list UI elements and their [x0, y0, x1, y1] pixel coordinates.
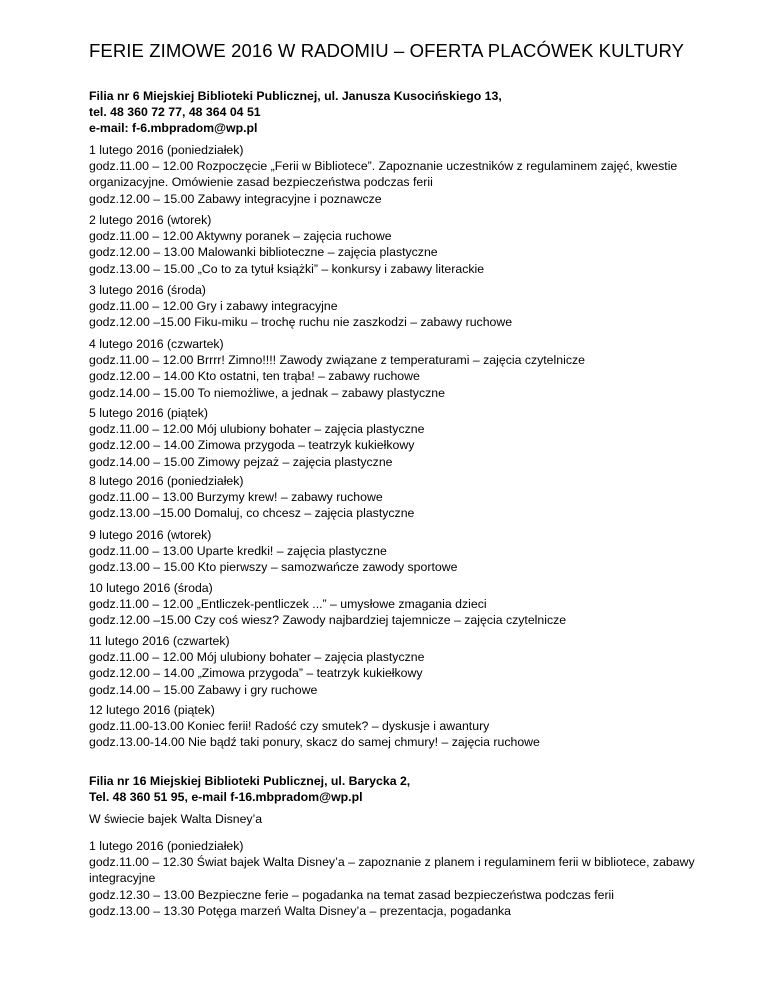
- day-schedule: [89, 633, 729, 698]
- schedule-item: godz.12.00 – 14.00 Zimowa przygoda – teatrzyk kukiełkowy: [89, 438, 415, 453]
- day-schedule: [89, 838, 729, 919]
- day-date: 12 lutego 2016 (piątek): [89, 703, 215, 717]
- schedule-item: godz.11.00 – 12.00 Gry i zabawy integracyjne: [89, 299, 338, 314]
- day-date: 3 lutego 2016 (środa): [89, 283, 206, 297]
- schedule-item: godz.13.00 – 15.00 Kto pierwszy – samozwańcze zawody sportowe: [89, 560, 458, 575]
- program-theme: W świecie bajek Walta Disney’a: [89, 812, 263, 826]
- schedule-item: godz.11.00 – 12.30 Świat bajek Walta Disney’a – zapoznanie z planem i regulaminem ferii w bibliotece, zabawy integracyjne: [89, 855, 695, 886]
- schedule-item: godz.12.00 – 15.00 Zabawy integracyjne i poznawcze: [89, 191, 382, 206]
- schedule-item: godz.11.00 – 13.00 Burzymy krew! – zabawy ruchowe: [89, 490, 383, 505]
- schedule-item: godz.11.00 – 12.00 „Entliczek-pentliczek ...” – umysłowe zmagania dzieci: [89, 597, 487, 612]
- schedule-item: godz.11.00 – 12.00 Mój ulubiony bohater – zajęcia plastyczne: [89, 422, 425, 437]
- day-schedule: [89, 527, 729, 576]
- schedule-item: godz.11.00 – 12.00 Aktywny poranek – zajęcia ruchowe: [89, 229, 392, 244]
- schedule-item: godz.13.00 – 13.30 Potęga marzeń Walta Disney’a – prezentacja, pogadanka: [89, 903, 512, 918]
- filia16-contact: Tel. 48 360 51 95, e-mail f-16.mbpradom@wp.pl: [89, 790, 363, 805]
- day-schedule: [89, 473, 729, 522]
- schedule-item: godz.12.00 –15.00 Czy coś wiesz? Zawody najbardziej tajemnicze – zajęcia czytelnicze: [89, 613, 567, 628]
- filia6-header: [89, 88, 729, 137]
- schedule-item: godz.12.30 – 13.00 Bezpieczne ferie – pogadanka na temat zasad bezpieczeństwa podczas ferii: [89, 887, 615, 902]
- day-date: 11 lutego 2016 (czwartek): [89, 634, 230, 648]
- schedule-item: godz.12.00 – 13.00 Malowanki biblioteczne – zajęcia plastyczne: [89, 245, 438, 260]
- day-date: 9 lutego 2016 (wtorek): [89, 528, 212, 542]
- schedule-item: godz.11.00 – 13.00 Uparte kredki! – zajęcia plastyczne: [89, 544, 387, 559]
- schedule-item: godz.11.00-13.00 Koniec ferii! Radość czy smutek? – dyskusje i awantury: [89, 719, 490, 734]
- day-schedule: [89, 282, 729, 331]
- day-schedule: [89, 702, 729, 751]
- schedule-item: godz.11.00 – 12.00 Mój ulubiony bohater – zajęcia plastyczne: [89, 650, 425, 665]
- schedule-item: godz.14.00 – 15.00 Zimowy pejzaż – zajęcia plastyczne: [89, 454, 393, 469]
- day-schedule: [89, 405, 729, 470]
- day-date: 1 lutego 2016 (poniedziałek): [89, 839, 244, 853]
- schedule-item: godz.13.00 –15.00 Domaluj, co chcesz – zajęcia plastyczne: [89, 506, 415, 521]
- filia16-address: Filia nr 16 Miejskiej Biblioteki Publicznej, ul. Barycka 2,: [89, 774, 411, 788]
- filia16-header: [89, 773, 729, 805]
- filia6-address: Filia nr 6 Miejskiej Biblioteki Publicznej, ul. Janusza Kusocińskiego 13,: [89, 89, 502, 103]
- schedule-item: godz.12.00 –15.00 Fiku-miku – trochę ruchu nie zaszkodzi – zabawy ruchowe: [89, 315, 513, 330]
- day-schedule: [89, 212, 729, 277]
- schedule-item: godz.13.00-14.00 Nie bądź taki ponury, skacz do samej chmury! – zajęcia ruchowe: [89, 735, 540, 750]
- schedule-item: godz.11.00 – 12.00 Brrrr! Zimno!!!! Zawody związane z temperaturami – zajęcia czytelnicze: [89, 353, 585, 368]
- day-date: 5 lutego 2016 (piątek): [89, 406, 208, 420]
- schedule-item: godz.12.00 – 14.00 Kto ostatni, ten trąba! – zabawy ruchowe: [89, 369, 420, 384]
- filia16-theme: [89, 811, 729, 827]
- day-date: 8 lutego 2016 (poniedziałek): [89, 474, 244, 488]
- day-date: 1 lutego 2016 (poniedziałek): [89, 143, 244, 157]
- day-schedule: [89, 142, 729, 207]
- day-schedule: [89, 336, 729, 401]
- schedule-item: godz.14.00 – 15.00 Zabawy i gry ruchowe: [89, 682, 318, 697]
- day-date: 4 lutego 2016 (czwartek): [89, 337, 224, 351]
- filia6-phone: tel. 48 360 72 77, 48 364 04 51: [89, 105, 261, 120]
- schedule-item: godz.13.00 – 15.00 „Co to za tytuł książki” – konkursy i zabawy literackie: [89, 261, 485, 276]
- day-date: 10 lutego 2016 (środa): [89, 581, 213, 595]
- page-title: FERIE ZIMOWE 2016 W RADOMIU – OFERTA PLACÓWEK KULTURY: [89, 40, 685, 61]
- schedule-item: godz.14.00 – 15.00 To niemożliwe, a jednak – zabawy plastyczne: [89, 385, 445, 400]
- schedule-item: godz.12.00 – 14.00 „Zimowa przygoda” – teatrzyk kukiełkowy: [89, 666, 423, 681]
- schedule-item: godz.11.00 – 12.00 Rozpoczęcie „Ferii w Bibliotece”. Zapoznanie uczestników z regulaminem zajęć, kwestie organizacyjne. Omówienie zasad bezpieczeństwa podczas ferii: [89, 159, 678, 190]
- day-schedule: [89, 580, 729, 629]
- day-date: 2 lutego 2016 (wtorek): [89, 213, 212, 227]
- filia6-email: e-mail: f-6.mbpradom@wp.pl: [89, 121, 258, 136]
